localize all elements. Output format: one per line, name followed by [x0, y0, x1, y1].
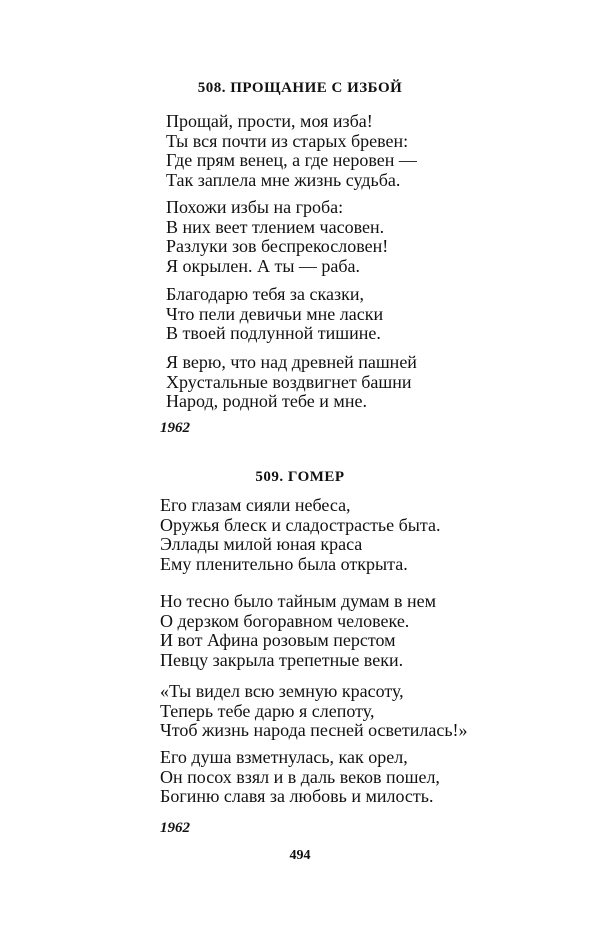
poem-line: В твоей подлунной тишине. [166, 323, 381, 343]
poem-line: Народ, родной тебе и мне. [166, 391, 367, 411]
poem-date: 1962 [160, 420, 190, 436]
stanza [160, 682, 468, 741]
poem-line: Ему пленительно была открыта. [160, 553, 408, 574]
stanza [160, 748, 440, 807]
poem-line: Его глазам сияли небеса, [160, 495, 351, 515]
poem-line: Я верю, что над древней пашней [166, 352, 417, 372]
poem-line: Благодарю тебя за сказки, [166, 284, 364, 304]
stanza [166, 353, 417, 412]
stanza [166, 112, 417, 190]
stanza [160, 496, 440, 574]
poem-line: Ты вся почти из старых бревен: [166, 130, 409, 151]
poem-line: Что пели девичьи мне ласки [166, 303, 384, 324]
poem-line: Хрустальные воздвигнет башни [166, 371, 412, 392]
poem-title-509: 509. ГОМЕР [255, 469, 345, 485]
stanza [166, 198, 388, 276]
poem-line: Он посох взял и в даль веков пошел, [160, 766, 440, 787]
poem-line: Разлуки зов беспрекословен! [166, 236, 389, 256]
poem-line: Богиню славя за любовь и милость. [160, 786, 434, 806]
poem-line: Где прям венец, а где неровен — [166, 150, 417, 170]
poem-line: Прощай, прости, моя изба! [166, 111, 373, 131]
stanza [166, 285, 383, 344]
poem-line: Теперь тебе дарю я слепоту, [160, 700, 375, 721]
stanza [160, 592, 436, 670]
page-number: 494 [289, 848, 311, 863]
poem-line: Эллады милой юная краса [160, 534, 363, 554]
poem-line: О дерзком богоравном человеке. [160, 610, 410, 631]
poem-line: Чтоб жизнь народа песней осветилась!» [160, 720, 468, 740]
poem-line: Оружья блеск и сладострастье быта. [160, 514, 441, 535]
poem-line: Но тесно было тайным думам в нем [160, 591, 437, 611]
poem-line: Так заплела мне жизнь судьба. [166, 169, 401, 190]
poem-title-508: 508. ПРОЩАНИЕ С ИЗБОЙ [197, 80, 403, 96]
poem-line: И вот Афина розовым перстом [160, 630, 396, 650]
poem-line: Певцу закрыла трепетные веки. [160, 649, 404, 670]
poem-line: Похожи избы на гроба: [166, 197, 344, 217]
poem-line: В них веет тлением часовен. [166, 216, 385, 237]
poem-line: Я окрылен. А ты — раба. [166, 255, 361, 276]
poem-line: «Ты видел всю земную красоту, [160, 681, 404, 701]
poem-date: 1962 [160, 820, 190, 836]
poem-line: Его душа взметнулась, как орел, [160, 747, 408, 767]
